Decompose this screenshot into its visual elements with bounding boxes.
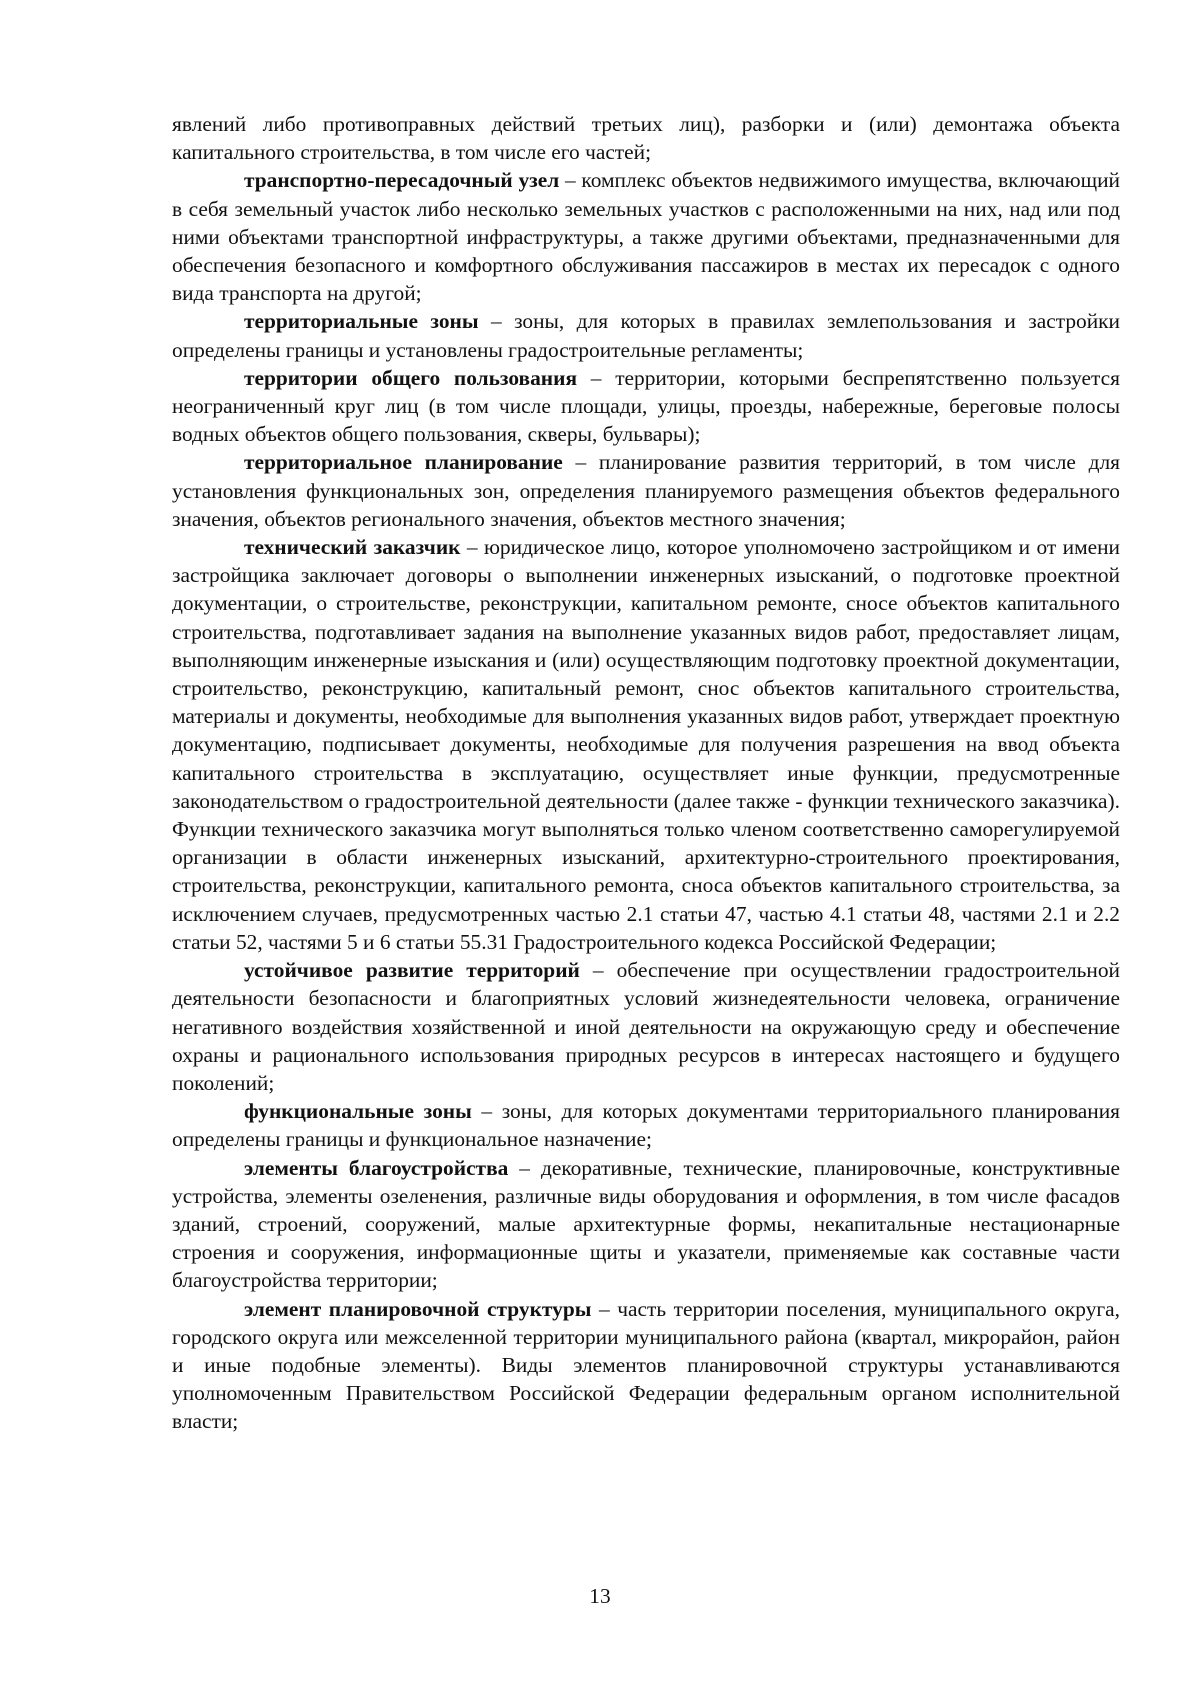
definition-term: элементы благоустройства — [244, 1155, 509, 1180]
definition-text: – часть территории поселения, муниципального округа, городского округа или межселенной территории муниципального района (квартал, микрорайон, район и иные подобные элементы). Виды элементов планировочной структуры устанавливаются уполномоченным Правительством Российской Федерации федеральным органом исполнительной власти; — [172, 1296, 1121, 1434]
definition-term: функциональные зоны — [244, 1099, 472, 1124]
definition-term: технический заказчик — [244, 535, 461, 560]
definition-paragraph — [172, 166, 1120, 307]
definition-paragraph — [172, 533, 1120, 956]
definition-term: территории общего пользования — [244, 365, 578, 390]
definition-paragraph — [172, 1295, 1120, 1436]
definition-paragraph — [172, 364, 1120, 449]
definition-text: – комплекс объектов недвижимого имущества, включающий в себя земельный участок либо несколько земельных участков с расположенными на них, над или под ними объектами транспортной инфраструктуры, а также другими объектами, предназначенными для обеспечения безопасного и комфортного обслуживания пассажиров в местах их пересадок с одного вида транспорта на другой; — [172, 168, 1120, 306]
definition-paragraph — [172, 307, 1120, 363]
definition-term: устойчивое развитие территорий — [244, 958, 580, 983]
definition-text: – обеспечение при осуществлении градостроительной деятельности безопасности и благоприятных условий жизнедеятельности человека, ограничение негативного воздействия хозяйственной и иной деятельности на окружающую среду и обеспечение охраны и рационального использования природных ресурсов в интересах настоящего и будущего поколений; — [172, 958, 1120, 1095]
definition-text: – декоративные, технические, планировочные, конструктивные устройства, элементы озеленения, различные виды оборудования и оформления, в том числе фасадов зданий, строений, сооружений, малые архитектурные формы, некапитальные нестационарные строения и сооружения, информационные щиты и указатели, применяемые как составные части благоустройства территории; — [172, 1155, 1121, 1293]
definition-term: транспортно-пересадочный узел — [244, 168, 560, 193]
definition-paragraph — [172, 956, 1120, 1097]
definition-text: – территории, которыми беспрепятственно пользуется неограниченный круг лиц (в том числе площади, улицы, проезды, набережные, береговые полосы водных объектов общего пользования, скверы, бульвары); — [172, 365, 1120, 447]
definition-text: – зоны, для которых в правилах землепользования и застройки определены границы и установлены градостроительные регламенты; — [172, 309, 1121, 362]
definition-paragraph — [172, 1097, 1120, 1153]
definition-text: – юридическое лицо, которое уполномочено застройщиком и от имени застройщика заключает договоры о выполнении инженерных изысканий, о подготовке проектной документации, о строительстве, реконструкции, капитальном ремонте, сносе объектов капитального строительства, подготавливает задания на выполнение указанных видов работ, предоставляет лицам, выполняющим инженерные изыскания и (или) осуществляющим подготовку проектной документации, строительство, реконструкцию, капитальный ремонт, снос объектов капитального строительства, материалы и документы, необходимые для выполнения указанных видов работ, утверждает проектную документацию, подписывает документы, необходимые для получения разрешения на ввод объекта капитального строительства в эксплуатацию, осуществляет иные функции, предусмотренные законодательством о градостроительной деятельности (далее также - функции технического заказчика). Функции технического заказчика могут выполняться только членом соответственно саморегулируемой организации в области инженерных изысканий, архитектурно-строительного проектирования, строительства, реконструкции, капитального ремонта, сноса объектов капитального строительства, за исключением случаев, предусмотренных частью 2.1 статьи 47, частью 4.1 статьи 48, частями 2.1 и 2.2 статьи 52, частями 5 и 6 статьи 55.31 Градостроительного кодекса Российской Федерации; — [172, 535, 1120, 954]
paragraph-continuation — [172, 110, 1120, 166]
definition-text: – зоны, для которых документами территориального планирования определены границы и функциональное назначение; — [172, 1099, 1120, 1152]
definition-text: – планирование развития территорий, в том числе для установления функциональных зон, определения планируемого размещения объектов федерального значения, объектов регионального значения, объектов местного значения; — [172, 450, 1120, 531]
paragraph-text: явлений либо противоправных действий третьих лиц), разборки и (или) демонтажа объекта капитального строительства, в том числе его частей; — [172, 112, 1120, 165]
definition-term: территориальное планирование — [244, 450, 563, 475]
document-page-body — [172, 110, 1120, 1436]
definition-term: территориальные зоны — [244, 309, 479, 334]
definition-paragraph — [172, 448, 1120, 533]
definition-term: элемент планировочной структуры — [244, 1296, 592, 1321]
definition-paragraph — [172, 1154, 1120, 1295]
page-number: 13 — [589, 1584, 611, 1608]
